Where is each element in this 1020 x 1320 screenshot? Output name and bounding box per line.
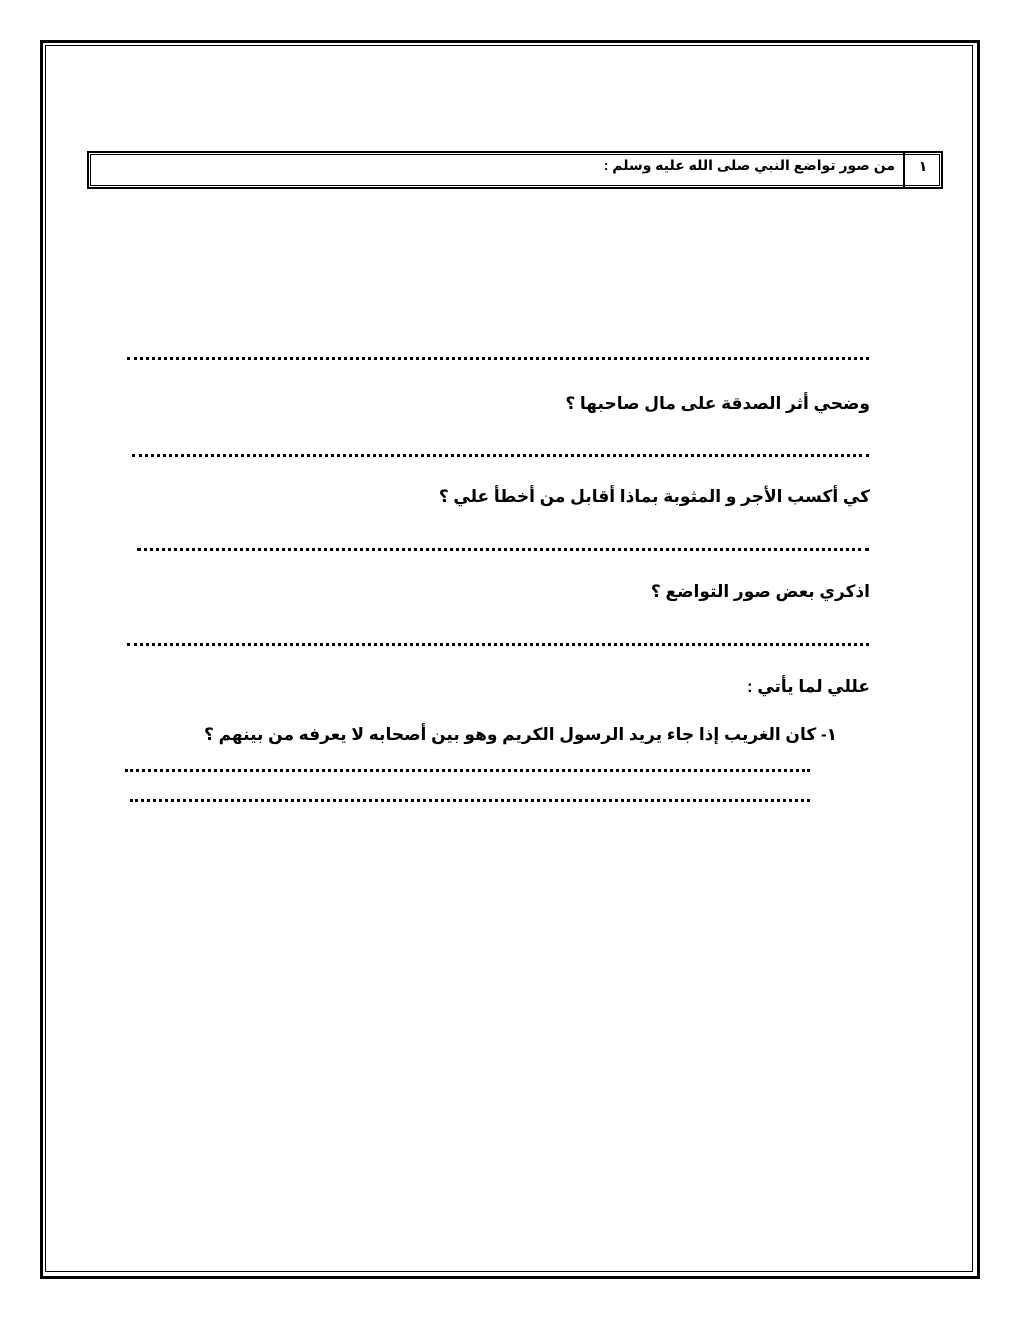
question-explain-heading: عللي لما يأتي : [746,677,870,696]
answer-line-4 [127,643,869,646]
page-border-inner [45,45,973,1272]
question-header-table [87,151,943,189]
answer-line-5 [125,769,810,772]
question-explain-item-1: ١- كان الغريب إذا جاء يريد الرسول الكريم وهو بين أصحابه لا يعرفه من بينهم ؟ [204,725,837,744]
question-number: ١ [903,153,941,187]
answer-line-2 [132,454,869,457]
answer-line-3 [137,548,869,551]
question-reward: كي أكسب الأجر و المثوبة بماذا أقابل من أخطأ علي ؟ [438,487,870,506]
answer-line-1 [127,357,869,360]
question-effect-of-charity: وضحي أثر الصدقة على مال صاحبها ؟ [565,394,870,413]
question-forms-of-humility: اذكري بعض صور التواضع ؟ [650,582,870,601]
question-header-text: من صور تواضع النبي صلى الله عليه وسلم : [603,157,895,173]
answer-line-6 [130,799,810,802]
